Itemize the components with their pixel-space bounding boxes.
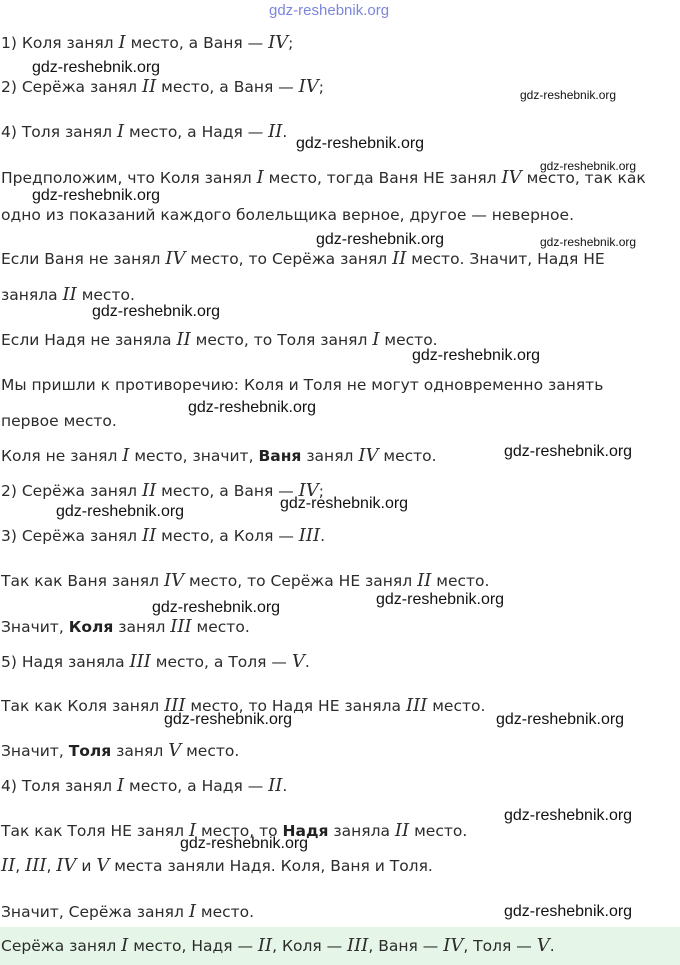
- watermark: gdz-reshebnik.org: [504, 903, 633, 920]
- watermark: gdz-reshebnik.org: [376, 591, 505, 608]
- line-4: Предположим, что Коля занял I место, тогда Ваня НЕ занял IV место, так как: [1, 167, 646, 188]
- line-10: первое место.: [1, 412, 117, 430]
- line-20: Так как Толя НЕ занял I место, то Надя заняла II место.: [1, 820, 468, 841]
- line-14: Так как Ваня занял IV место, то Серёжа НЕ занял II место.: [1, 570, 490, 591]
- line-1: 1) Коля занял I место, а Ваня — IV;: [1, 32, 294, 53]
- watermark: gdz-reshebnik.org: [152, 599, 281, 616]
- watermark: gdz-reshebnik.org: [316, 231, 445, 248]
- line-7: заняла II место.: [1, 284, 135, 305]
- watermark: gdz-reshebnik.org: [180, 835, 309, 852]
- watermark: gdz-reshebnik.org: [520, 88, 617, 102]
- answer-line: Серёжа занял I место, Надя — II, Коля — III, Ваня — IV, Толя — V.: [1, 935, 555, 956]
- line-11: Коля не занял I место, значит, Ваня занял IV место.: [1, 445, 437, 466]
- watermark: gdz-reshebnik.org: [164, 711, 293, 728]
- watermark: gdz-reshebnik.org: [296, 135, 425, 152]
- line-12: 2) Серёжа занял II место, а Ваня — IV;: [1, 480, 324, 501]
- line-13: 3) Серёжа занял II место, а Коля — III.: [1, 525, 326, 546]
- line-5: одно из показаний каждого болельщика верное, другое — неверное.: [1, 206, 575, 224]
- line-6: Если Ваня не занял IV место, то Серёжа занял II место. Значит, Надя НЕ: [1, 248, 605, 269]
- line-22: Значит, Серёжа занял I место.: [1, 901, 255, 922]
- line-19: 4) Толя занял I место, а Надя — II.: [1, 775, 288, 796]
- line-2: 2) Серёжа занял II место, а Ваня — IV;: [1, 76, 324, 97]
- line-21: II, III, IV и V места заняли Надя. Коля, Ваня и Толя.: [1, 855, 433, 876]
- watermark: gdz-reshebnik.org: [496, 711, 625, 728]
- line-17: Так как Коля занял III место, то Надя НЕ заняла III место.: [1, 695, 486, 716]
- line-9: Мы пришли к противоречию: Коля и Толя не могут одновременно занять: [1, 376, 604, 394]
- line-18: Значит, Толя занял V место.: [1, 740, 240, 761]
- watermark: gdz-reshebnik.org: [32, 59, 161, 76]
- line-3: 4) Толя занял I место, а Надя — II.: [1, 121, 288, 142]
- watermark: gdz-reshebnik.org: [188, 399, 317, 416]
- watermark: gdz-reshebnik.org: [412, 347, 541, 364]
- watermark: gdz-reshebnik.org: [269, 2, 390, 19]
- watermark: gdz-reshebnik.org: [504, 807, 633, 824]
- line-15: Значит, Коля занял III место.: [1, 616, 250, 637]
- watermark: gdz-reshebnik.org: [540, 235, 637, 249]
- watermark: gdz-reshebnik.org: [32, 187, 161, 204]
- line-16: 5) Надя заняла III место, а Толя — V.: [1, 651, 310, 672]
- watermark: gdz-reshebnik.org: [540, 159, 637, 173]
- watermark: gdz-reshebnik.org: [504, 443, 633, 460]
- watermark: gdz-reshebnik.org: [280, 495, 409, 512]
- watermark: gdz-reshebnik.org: [56, 503, 185, 520]
- watermark: gdz-reshebnik.org: [92, 303, 221, 320]
- line-8: Если Надя не заняла II место, то Толя занял I место.: [1, 329, 438, 350]
